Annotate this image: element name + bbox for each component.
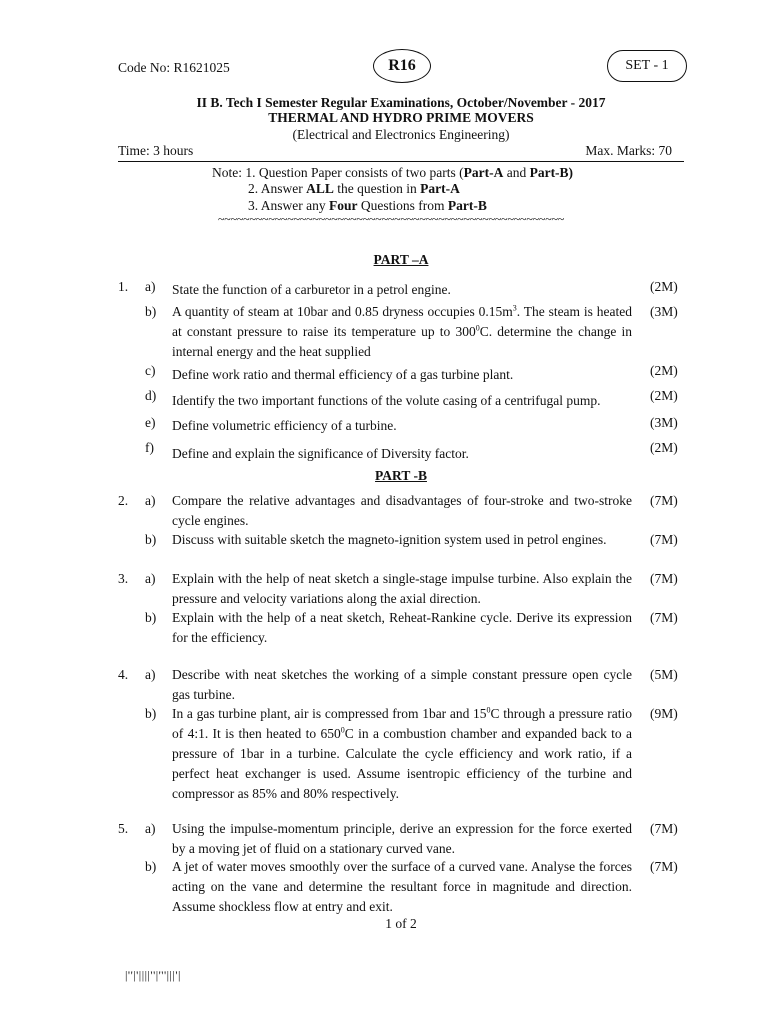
marks-label: (7M) bbox=[650, 571, 678, 586]
question-text: Discuss with suitable sketch the magneto-ignition system used in petrol engines. bbox=[172, 532, 607, 547]
max-marks-label: Max. Marks: 70 bbox=[585, 143, 672, 158]
marks-label: (7M) bbox=[650, 532, 678, 547]
subquestion-label: a) bbox=[145, 667, 156, 682]
note1-part-a: Part-A bbox=[463, 165, 504, 180]
subject-title: THERMAL AND HYDRO PRIME MOVERS bbox=[268, 110, 534, 125]
question-text: Compare the relative advantages and disadvantages of four-stroke and two-stroke cycle engines. bbox=[172, 493, 632, 528]
subquestion-label: a) bbox=[145, 571, 156, 586]
marks-label: (7M) bbox=[650, 493, 678, 508]
subquestion-label: c) bbox=[145, 363, 156, 378]
question-number: 3. bbox=[118, 571, 129, 586]
branch-title: (Electrical and Electronics Engineering) bbox=[292, 127, 510, 142]
barcode: |''|'||||''|'''|||'| bbox=[125, 968, 181, 982]
set-label: SET - 1 bbox=[625, 58, 669, 73]
header-divider bbox=[118, 161, 684, 162]
subquestion-label: b) bbox=[145, 706, 157, 721]
note3-mid: Questions from bbox=[357, 198, 448, 213]
question-number: 5. bbox=[118, 821, 129, 836]
subquestion-label: a) bbox=[145, 493, 156, 508]
note1-prefix: Note: 1. Question Paper consists of two parts ( bbox=[212, 165, 464, 180]
question-number: 2. bbox=[118, 493, 129, 508]
marks-label: (2M) bbox=[650, 388, 678, 403]
marks-label: (7M) bbox=[650, 821, 678, 836]
question-text: Identify the two important functions of the volute casing of a centrifugal pump. bbox=[172, 393, 601, 408]
subquestion-label: e) bbox=[145, 415, 156, 430]
marks-label: (7M) bbox=[650, 859, 678, 874]
question-text: In a gas turbine plant, air is compressed from 1bar and $15^0C$ through a pressure ratio of 4:1. It is then heated to $650^0C$ in a combustion chamber and expanded back to a pressure of 1bar in a turbine. Calculate the cycle efficiency and work ratio, if a perfect heat exchanger is used. Assume isentropic efficiency of the turbine and compressor as 85% and 80% respectively. bbox=[172, 705, 632, 801]
question-text: A quantity of steam at 10bar and 0.85 dryness occupies $0.15m^3$. The steam is heated at constant pressure to raise its temperature up to $300^0C$. determine the change in internal energy and the heat supplied bbox=[172, 303, 632, 359]
subquestion-label: b) bbox=[145, 859, 157, 874]
marks-label: (9M) bbox=[650, 706, 678, 721]
marks-label: (2M) bbox=[650, 363, 678, 378]
note3-prefix: 3. Answer any bbox=[248, 198, 329, 213]
subquestion-label: b) bbox=[145, 532, 157, 547]
question-text: State the function of a carburetor in a petrol engine. bbox=[172, 282, 451, 297]
note3-four: Four bbox=[329, 198, 358, 213]
marks-label: (2M) bbox=[650, 279, 678, 294]
question-number: 1. bbox=[118, 279, 129, 294]
question-text: Define and explain the significance of Diversity factor. bbox=[172, 446, 469, 461]
question-number: 4. bbox=[118, 667, 129, 682]
set-badge bbox=[607, 50, 687, 82]
question-text: A jet of water moves smoothly over the surface of a curved vane. Analyse the forces acting on the vane and determine the resultant force in magnitude and direction. Assume shockless flow at entry and exit. bbox=[172, 859, 632, 914]
notes-divider: ~~~~~~~~~~~~~~~~~~~~~~~~~~~~~~~~~~~~~~~~~~~~~~~~~~~~~~~ bbox=[218, 212, 565, 226]
subquestion-label: f) bbox=[145, 440, 154, 455]
marks-label: (5M) bbox=[650, 667, 678, 682]
page-number: 1 of 2 bbox=[385, 916, 417, 931]
note3-part: Part-B bbox=[447, 198, 487, 213]
note-line-1 bbox=[212, 165, 573, 181]
subquestion-label: a) bbox=[145, 821, 156, 836]
regulation-badge bbox=[373, 49, 431, 83]
regulation-label: R16 bbox=[388, 57, 416, 74]
note-line-2 bbox=[248, 181, 460, 197]
note2-prefix: 2. Answer bbox=[248, 181, 307, 196]
note2-mid: the question in bbox=[333, 181, 421, 196]
subquestion-label: a) bbox=[145, 279, 156, 294]
marks-label: (3M) bbox=[650, 304, 678, 319]
question-text: Describe with neat sketches the working of a simple constant pressure open cycle gas turbine. bbox=[172, 667, 632, 702]
marks-label: (7M) bbox=[650, 610, 678, 625]
question-text: Explain with the help of neat sketch a single-stage impulse turbine. Also explain the pressure and velocity variations along the axial direction. bbox=[172, 571, 632, 606]
time-label: Time: 3 hours bbox=[118, 143, 194, 158]
marks-label: (3M) bbox=[650, 415, 678, 430]
question-text: Explain with the help of a neat sketch, Reheat-Rankine cycle. Derive its expression for the efficiency. bbox=[172, 610, 632, 645]
note2-part: Part-A bbox=[420, 181, 460, 196]
note1-and: and bbox=[503, 165, 530, 180]
question-text: Define work ratio and thermal efficiency of a gas turbine plant. bbox=[172, 367, 514, 382]
note1-part-b: Part-B) bbox=[529, 165, 574, 180]
subquestion-label: b) bbox=[145, 610, 157, 625]
part-b-title: PART -B bbox=[375, 468, 427, 483]
subquestion-label: b) bbox=[145, 304, 157, 319]
note2-all: ALL bbox=[306, 181, 334, 196]
question-text: Define volumetric efficiency of a turbine. bbox=[172, 418, 397, 433]
question-text: Using the impulse-momentum principle, derive an expression for the force exerted by a moving jet of fluid on a stationary curved vane. bbox=[172, 821, 632, 856]
exam-title: II B. Tech I Semester Regular Examinations, October/November - 2017 bbox=[196, 95, 606, 110]
marks-label: (2M) bbox=[650, 440, 678, 455]
code-number: Code No: R1621025 bbox=[118, 60, 230, 75]
subquestion-label: d) bbox=[145, 388, 157, 403]
part-a-title: PART –A bbox=[373, 252, 429, 267]
